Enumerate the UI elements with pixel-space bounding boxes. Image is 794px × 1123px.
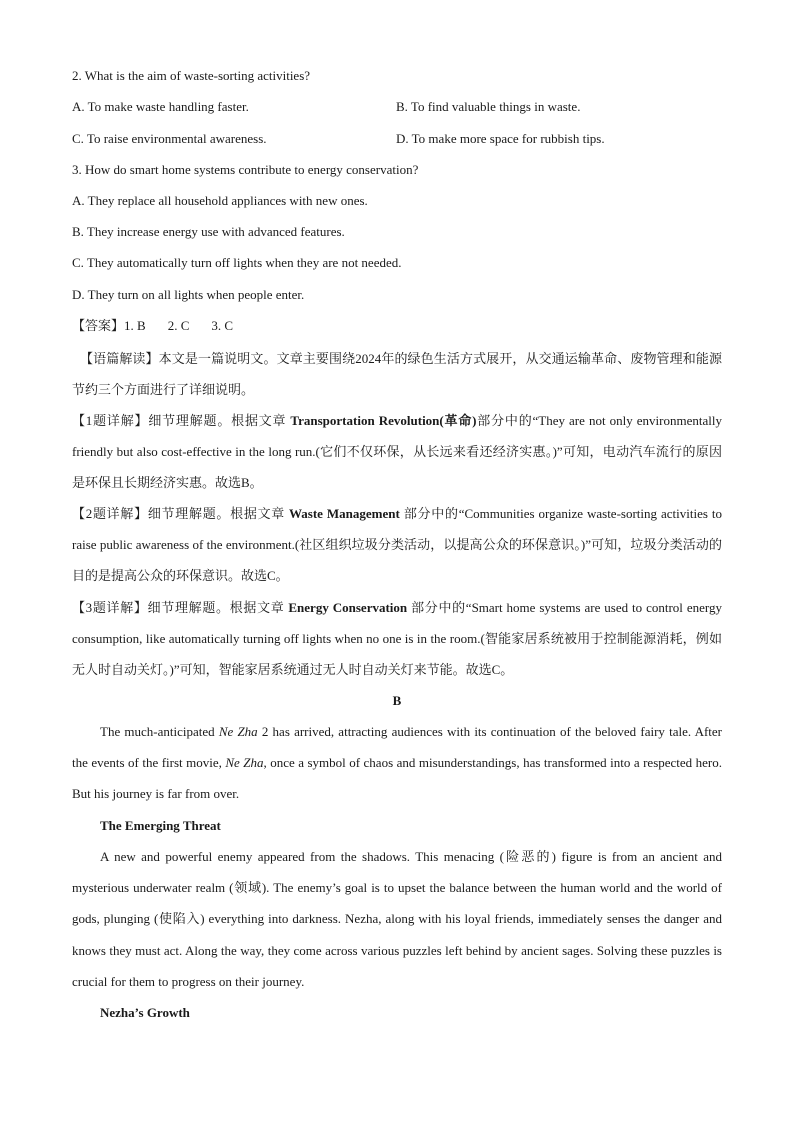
detail-2-pre: 细节理解题。根据文章: [147, 506, 289, 521]
detail-2-label: 【2题详解】: [72, 506, 148, 521]
question-3-stem: 3. How do smart home systems contribute to energy conservation?: [72, 162, 419, 177]
detail-2-section: Waste Management: [289, 506, 400, 521]
detail-2-body: 部分中的“Communities organize waste-sorting activities to raise public awareness of the environment.(社区组织垃圾分类活动，以提高公众的环保意识。)”可知，垃圾分类活动的目的是提高公众的环保意识。故选C。: [72, 506, 722, 584]
detail-3-body: 部分中的“Smart home systems are used to control energy consumption, like automatically turning off lights when no one is in the room.(智能家居系统被用于控制能源消耗，例如无人时自动关灯。)”可知，智能家居系统通过无人时自动关灯来节能。故选C。: [72, 600, 722, 678]
answer-1: 1. B: [124, 318, 146, 333]
answer-label: 【答案】: [72, 318, 125, 333]
detail-1-body: 部分中的“They are not only environmentally friendly but also cost-effective in the long run.(它们不仅环保，从长远来看还经济实惠。)”可知，电动汽车流行的原因是环保且长期经济实惠。故选B。: [72, 413, 722, 491]
discourse-analysis-text: 本文是一篇说明文。文章主要围绕2024年的绿色生活方式展开，从交通运输革命、废物管理和能源节约三个方面进行了详细说明。: [72, 351, 722, 398]
movie-title: Ne Zha: [218, 724, 258, 739]
p1-part-b: 2 has arrived, attracting audiences with its continuation of the beloved fairy tale. After the events of the first movie,: [72, 724, 722, 771]
detail-1-section: Transportation Revolution(革命): [290, 413, 477, 428]
detail-1-pre: 细节理解题。根据文章: [148, 413, 291, 428]
detail-3-label: 【3题详解】: [72, 600, 148, 615]
question-3-option-a: A. They replace all household appliances with new ones.: [72, 193, 368, 208]
question-2-stem: 2. What is the aim of waste-sorting activities?: [72, 68, 311, 83]
question-2-option-c: C. To raise environmental awareness.: [72, 131, 267, 146]
discourse-analysis: [72, 343, 722, 405]
detail-3-pre: 细节理解题。根据文章: [147, 600, 289, 615]
p1-part-a: The much-anticipated: [100, 724, 219, 739]
section-b-heading: B: [392, 693, 402, 708]
p1-part-c: , once a symbol of chaos and misunderstandings, has transformed into a respected hero. But his journey is far from over.: [72, 755, 723, 802]
detail-3: [72, 592, 722, 686]
detail-1-label: 【1题详解】: [72, 413, 149, 428]
question-3-option-d: D. They turn on all lights when people enter.: [72, 287, 305, 302]
discourse-analysis-label: 【语篇解读】: [80, 351, 159, 366]
question-2-option-a: A. To make waste handling faster.: [72, 99, 249, 114]
section-b-paragraph-2: A new and powerful enemy appeared from the shadows. This menacing (险恶的) figure is from an ancient and mysterious underwater realm (领域). The enemy’s goal is to upset the balance between the human world and the world of gods, plunging (使陷入) everything into darkness. Nezha, along with his loyal friends, immediately senses the danger and knows they must act. Along the way, they come across various puzzles left behind by ancient sages. Solving these puzzles is crucial for them to progress on their journey.: [72, 849, 722, 989]
answer-2: 2. C: [167, 318, 190, 333]
answer-3: 3. C: [211, 318, 234, 333]
question-3-option-b: B. They increase energy use with advanced features.: [72, 224, 345, 239]
answer-key: [72, 317, 255, 335]
detail-2: [72, 498, 722, 592]
subheading-emerging-threat: The Emerging Threat: [100, 818, 221, 833]
movie-title: Ne Zha: [225, 755, 264, 771]
detail-1: [72, 405, 722, 499]
section-b-paragraph-1: [72, 716, 722, 810]
detail-3-section: Energy Conservation: [288, 600, 408, 615]
question-2-option-d: D. To make more space for rubbish tips.: [396, 131, 605, 146]
question-3-option-c: C. They automatically turn off lights when they are not needed.: [72, 255, 402, 270]
subheading-nezha-growth: Nezha’s Growth: [100, 1005, 190, 1020]
question-2-option-b: B. To find valuable things in waste.: [396, 99, 581, 114]
